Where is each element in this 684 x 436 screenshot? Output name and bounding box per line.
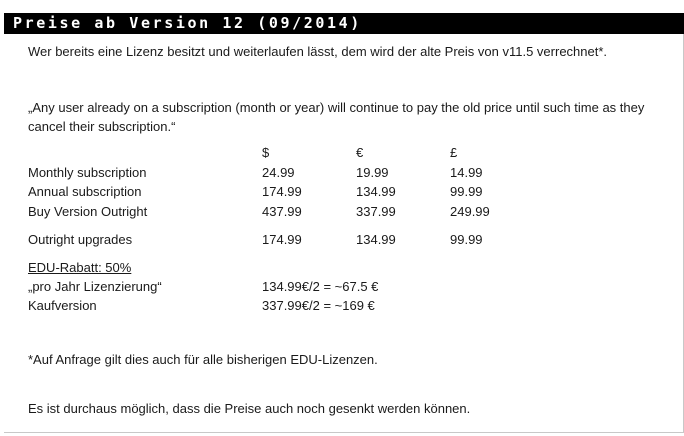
price-cell: 174.99 bbox=[262, 184, 302, 199]
intro-german-paragraph: Wer bereits eine Lizenz besitzt und weiterlaufen lässt, dem wird der alte Preis von v11.5 verrechnet*. bbox=[28, 44, 608, 59]
price-cell: 19.99 bbox=[356, 165, 389, 180]
asterisk-footnote: *Auf Anfrage gilt dies auch für alle bisherigen EDU-Lizenzen. bbox=[28, 352, 378, 367]
column-header-eur: € bbox=[356, 145, 364, 160]
price-cell: 99.99 bbox=[450, 232, 483, 247]
price-cell: 337.99 bbox=[356, 204, 396, 219]
column-header-gbp: £ bbox=[450, 145, 458, 160]
intro-english-quote: „Any user already on a subscription (month or year) will continue to pay the old price until such time as they cancel their subscription.“ bbox=[28, 100, 645, 134]
header-bar bbox=[4, 13, 684, 34]
price-cell: 99.99 bbox=[450, 184, 483, 199]
edu-row-value: 337.99€/2 = ~169 € bbox=[262, 298, 375, 313]
page-title: Preise ab Version 12 (09/2014) bbox=[13, 14, 362, 32]
row-label-annual: Annual subscription bbox=[28, 184, 142, 199]
price-cell: 24.99 bbox=[262, 165, 295, 180]
price-cell: 14.99 bbox=[450, 165, 483, 180]
edu-row-label: „pro Jahr Lizenzierung“ bbox=[28, 279, 162, 294]
row-label-outright: Buy Version Outright bbox=[28, 204, 148, 219]
closing-note: Es ist durchaus möglich, dass die Preise auch noch gesenkt werden können. bbox=[28, 401, 471, 416]
edu-discount-heading: EDU-Rabatt: 50% bbox=[28, 260, 132, 275]
price-cell: 134.99 bbox=[356, 184, 396, 199]
price-cell: 134.99 bbox=[356, 232, 396, 247]
row-label-monthly: Monthly subscription bbox=[28, 165, 147, 180]
price-cell: 174.99 bbox=[262, 232, 302, 247]
edu-row-value: 134.99€/2 = ~67.5 € bbox=[262, 279, 379, 294]
price-cell: 437.99 bbox=[262, 204, 302, 219]
column-header-usd: $ bbox=[262, 145, 270, 160]
price-cell: 249.99 bbox=[450, 204, 490, 219]
edu-row-label: Kaufversion bbox=[28, 298, 97, 313]
row-label-upgrades: Outright upgrades bbox=[28, 232, 133, 247]
